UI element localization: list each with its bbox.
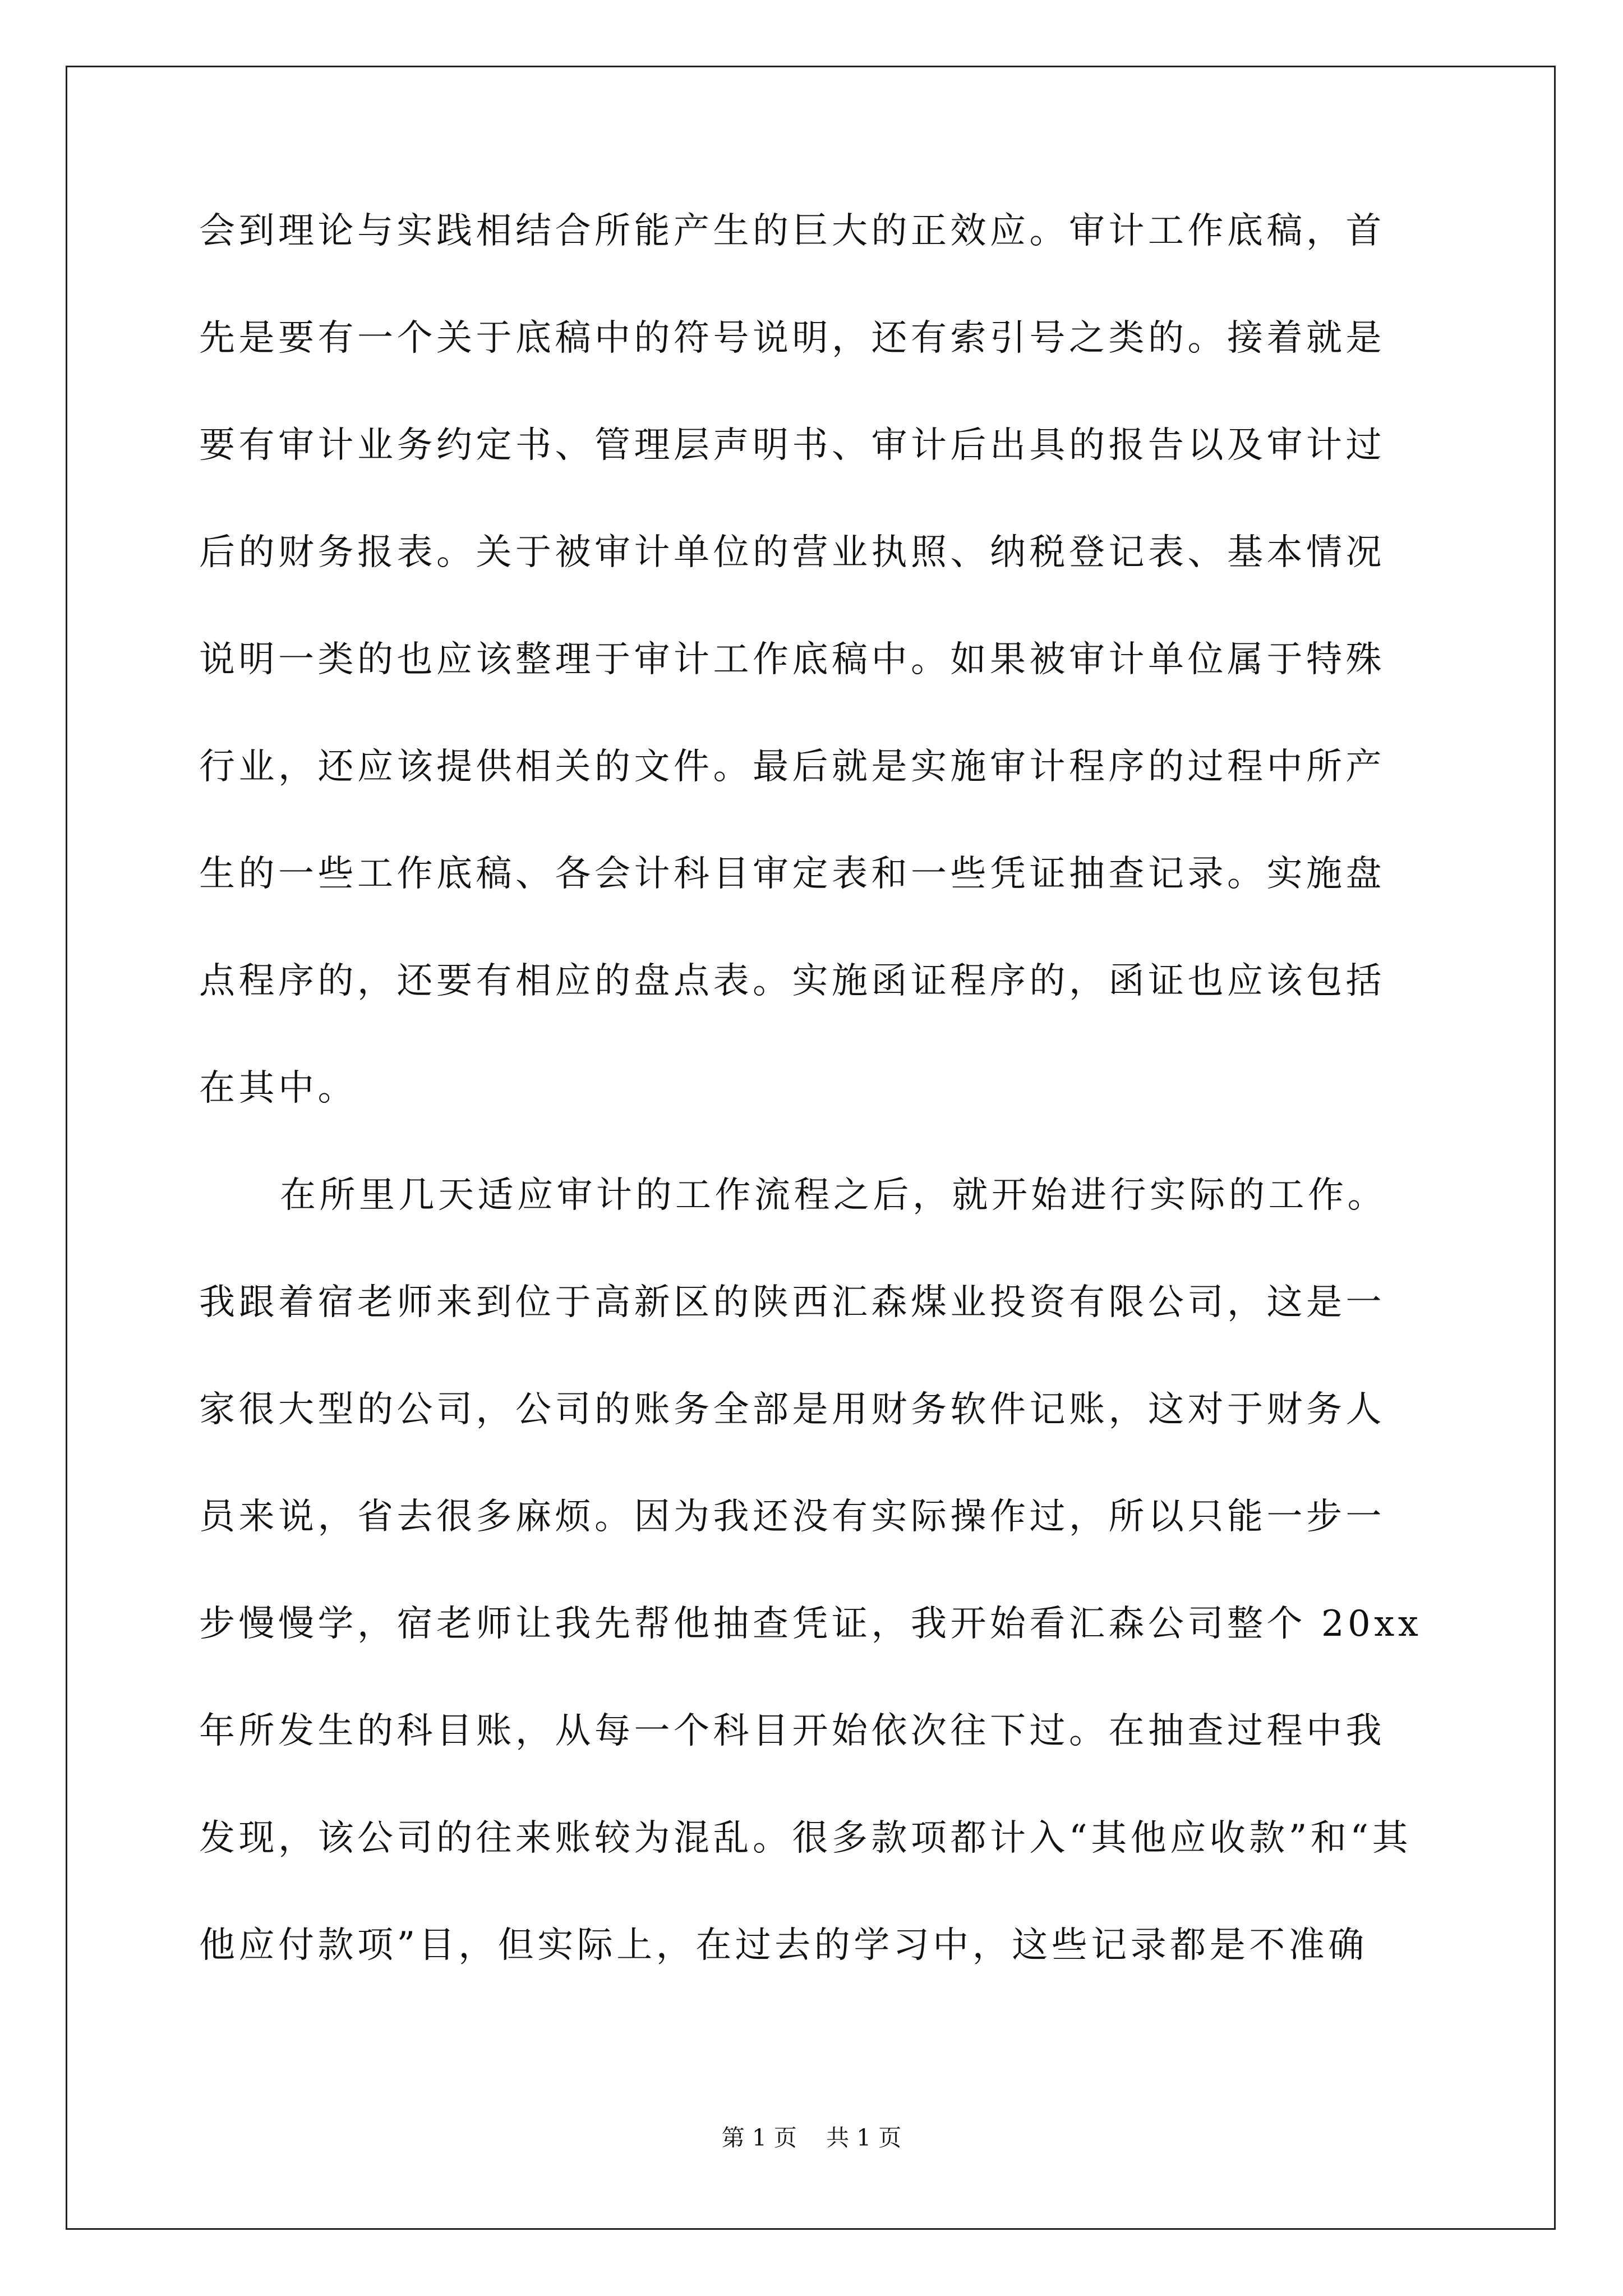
- text-line: 步慢慢学，宿老师让我先帮他抽查凭证，我开始看汇森公司整个 20xx: [199, 1603, 1422, 1645]
- text-line: 要有审计业务约定书、管理层声明书、审计后出具的报告以及审计过: [199, 425, 1385, 466]
- document-body: [199, 210, 1427, 2035]
- text-line: 员来说，省去很多麻烦。因为我还没有实际操作过，所以只能一步一: [199, 1496, 1385, 1538]
- text-line: 会到理论与实践相结合所能产生的巨大的正效应。审计工作底稿，首: [199, 210, 1385, 252]
- text-line: 家很大型的公司，公司的账务全部是用财务软件记账，这对于财务人: [199, 1389, 1385, 1430]
- text-line: 说明一类的也应该整理于审计工作底稿中。如果被审计单位属于特殊: [199, 639, 1385, 680]
- text-line: 生的一些工作底稿、各会计科目审定表和一些凭证抽查记录。实施盘: [199, 853, 1385, 895]
- text-line: 后的财务报表。关于被审计单位的营业执照、纳税登记表、基本情况: [199, 532, 1385, 573]
- text-line: 先是要有一个关于底稿中的符号说明，还有索引号之类的。接着就是: [199, 318, 1385, 359]
- text-line: 年所发生的科目账，从每一个科目开始依次往下过。在抽查过程中我: [199, 1710, 1385, 1752]
- page-number-footer: 第 1 页 共 1 页: [721, 2124, 902, 2151]
- text-line: 在其中。: [199, 1068, 357, 1109]
- text-line: 点程序的，还要有相应的盘点表。实施函证程序的，函证也应该包括: [199, 960, 1385, 1002]
- text-line: 行业，还应该提供相关的文件。最后就是实施审计程序的过程中所产: [199, 746, 1385, 788]
- text-line: 发现，该公司的往来账较为混乱。很多款项都计入“其他应收款”和“其: [199, 1818, 1412, 1859]
- text-line: 我跟着宿老师来到位于高新区的陕西汇森煤业投资有限公司，这是一: [199, 1282, 1385, 1323]
- paragraph-first-line: 在所里几天适应审计的工作流程之后，就开始进行实际的工作。: [280, 1175, 1387, 1216]
- text-line: 他应付款项”目，但实际上，在过去的学习中，这些记录都是不准确: [199, 1925, 1368, 1966]
